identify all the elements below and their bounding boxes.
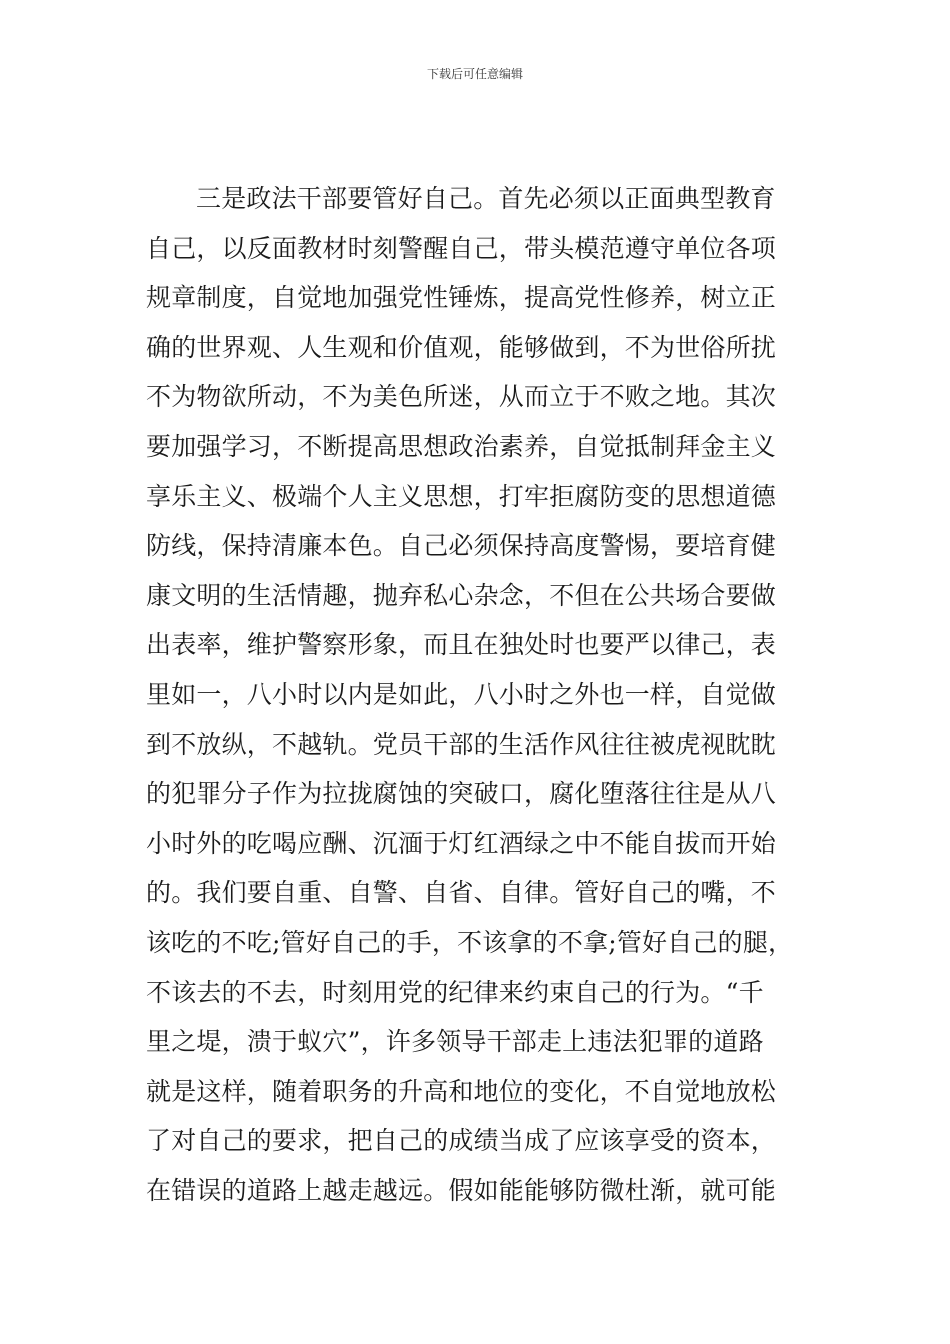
text-line: 自己，以反面教材时刻警醒自己，带头模范遵守单位各项 xyxy=(146,233,777,263)
text-line: 的。我们要自重、自警、自省、自律。管好自己的嘴，不 xyxy=(146,878,777,908)
text-line: 防线，保持清廉本色。自己必须保持高度警惕，要培育健 xyxy=(146,531,777,561)
text-line: 规章制度，自觉地加强党性锤炼，提高党性修养，树立正 xyxy=(146,283,777,313)
text-line: 确的世界观、人生观和价值观，能够做到，不为世俗所扰 xyxy=(146,332,777,362)
text-line: 里如一，八小时以内是如此，八小时之外也一样，自觉做 xyxy=(146,679,777,709)
text-line: 出表率，维护警察形象，而且在独处时也要严以律己，表 xyxy=(146,630,777,660)
text-line: 在错误的道路上越走越远。假如能能够防微杜渐，就可能 xyxy=(146,1175,777,1205)
text-line: 的犯罪分子作为拉拢腐蚀的突破口，腐化堕落往往是从八 xyxy=(146,779,777,809)
text-line: 不该去的不去，时刻用党的纪律来约束自己的行为。“千 xyxy=(146,977,764,1007)
text-line: 就是这样，随着职务的升高和地位的变化，不自觉地放松 xyxy=(146,1076,777,1106)
text-line: 里之堤，溃于蚁穴”，许多领导干部走上违法犯罪的道路 xyxy=(146,1027,764,1057)
text-line: 享乐主义、极端个人主义思想，打牢拒腐防变的思想道德 xyxy=(146,481,777,511)
text-line: 了对自己的要求，把自己的成绩当成了应该享受的资本， xyxy=(146,1126,777,1156)
text-line: 三是政法干部要管好自己。首先必须以正面典型教育 xyxy=(196,184,776,213)
text-line: 到不放纵，不越轨。党员干部的生活作风往往被虎视眈眈 xyxy=(146,729,777,759)
text-line: 康文明的生活情趣，抛弃私心杂念，不但在公共场合要做 xyxy=(146,580,777,610)
page-header-note: 下载后可任意编辑 xyxy=(426,67,523,81)
text-line: 要加强学习，不断提高思想政治素养，自觉抵制拜金主义 xyxy=(146,431,777,461)
body-paragraph xyxy=(146,174,810,1215)
text-line: 小时外的吃喝应酬、沉湎于灯红酒绿之中不能自拔而开始 xyxy=(146,828,777,858)
text-line: 该吃的不吃;管好自己的手，不该拿的不拿;管好自己的腿， xyxy=(146,927,794,957)
text-line: 不为物欲所动，不为美色所迷，从而立于不败之地。其次 xyxy=(146,382,777,412)
